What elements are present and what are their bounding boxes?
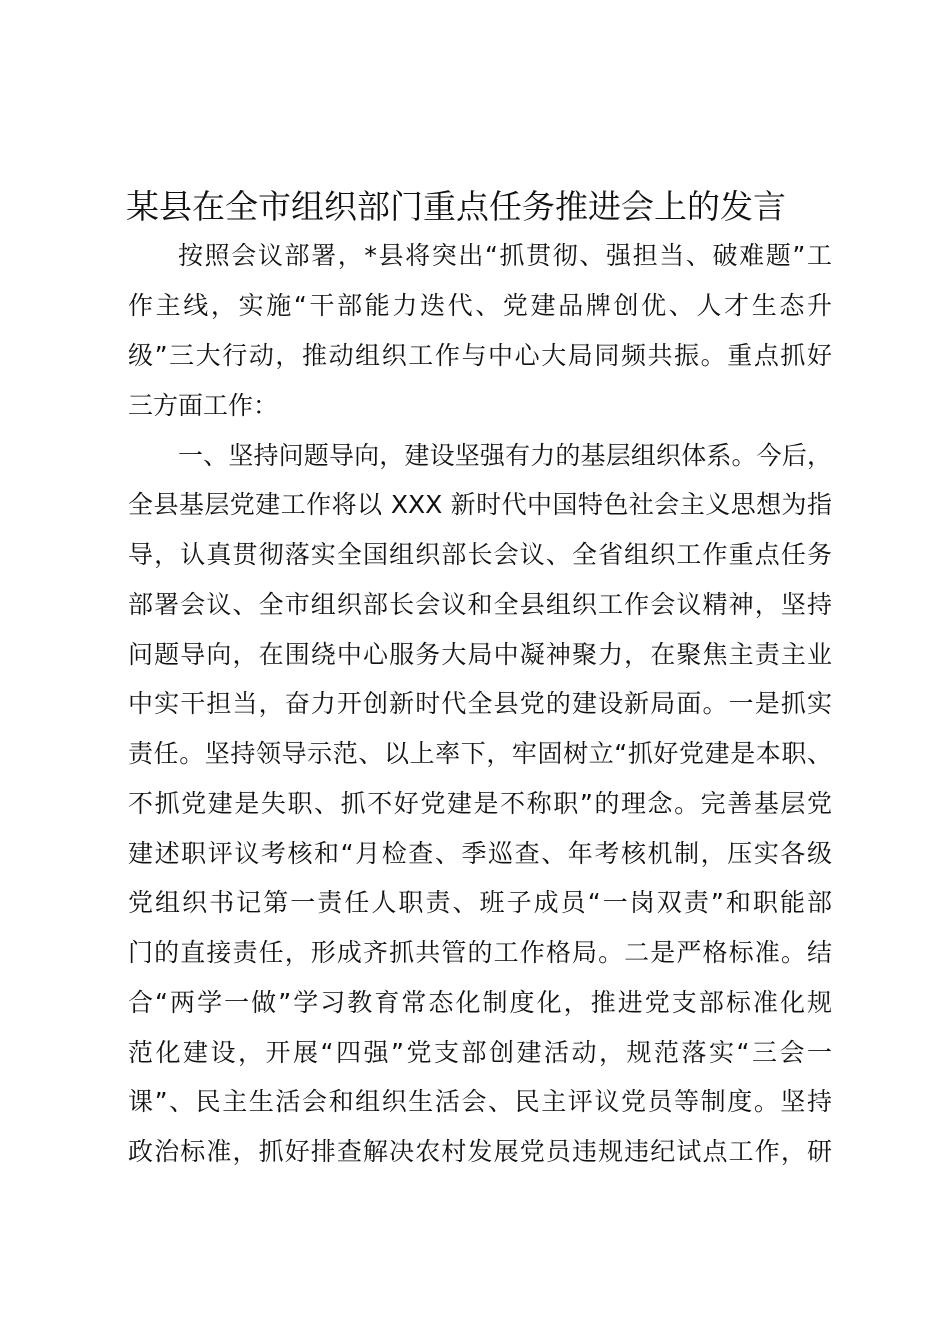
paragraph-line: 范化建设，开展“四强”党支部创建活动，规范落实“三会一 — [128, 1038, 832, 1067]
paragraph-line: 级”三大行动，推动组织工作与中心大局同频共振。重点抓好 — [128, 341, 832, 370]
paragraph-line: 问题导向，在围绕中心服务大局中凝神聚力，在聚焦主责主业 — [128, 640, 832, 669]
paragraph-line: 不抓党建是失职、抓不好党建是不称职”的理念。完善基层党 — [128, 789, 832, 818]
paragraph-line: 党组织书记第一责任人职责、班子成员“一岗双责”和职能部 — [128, 888, 832, 917]
paragraph-line: 合“两学一做”学习教育常态化制度化，推进党支部标准化规 — [128, 988, 832, 1017]
paragraph-line: 中实干担当，奋力开创新时代全县党的建设新局面。一是抓实 — [128, 689, 832, 718]
paragraph-line: 课”、民主生活会和组织生活会、民主评议党员等制度。坚持 — [128, 1087, 832, 1116]
document-title: 某县在全市组织部门重点任务推进会上的发言 — [126, 187, 786, 226]
paragraph-line: 门的直接责任，形成齐抓共管的工作格局。二是严格标准。结 — [128, 938, 832, 967]
paragraph-line: 建述职评议考核和“月检查、季巡查、年考核机制，压实各级 — [128, 839, 832, 868]
paragraph-line: 责任。坚持领导示范、以上率下，牢固树立“抓好党建是本职、 — [128, 739, 832, 768]
paragraph-line: 按照会议部署，*县将突出“抓贯彻、强担当、破难题”工 — [178, 241, 832, 270]
paragraph-line: 作主线，实施“干部能力迭代、党建品牌创优、人才生态升 — [128, 291, 832, 320]
paragraph-line: 导，认真贯彻落实全国组织部长会议、全省组织工作重点任务 — [128, 540, 832, 569]
paragraph-line: 一、坚持问题导向，建设坚强有力的基层组织体系。今后， — [178, 441, 832, 470]
paragraph-line: 部署会议、全市组织部长会议和全县组织工作会议精神，坚持 — [128, 590, 832, 619]
paragraph-line: 政治标准，抓好排查解决农村发展党员违规违纪试点工作，研 — [128, 1137, 832, 1166]
paragraph-line: 三方面工作： — [128, 391, 279, 420]
paragraph-line: 全县基层党建工作将以 XXX 新时代中国特色社会主义思想为指 — [128, 490, 832, 519]
